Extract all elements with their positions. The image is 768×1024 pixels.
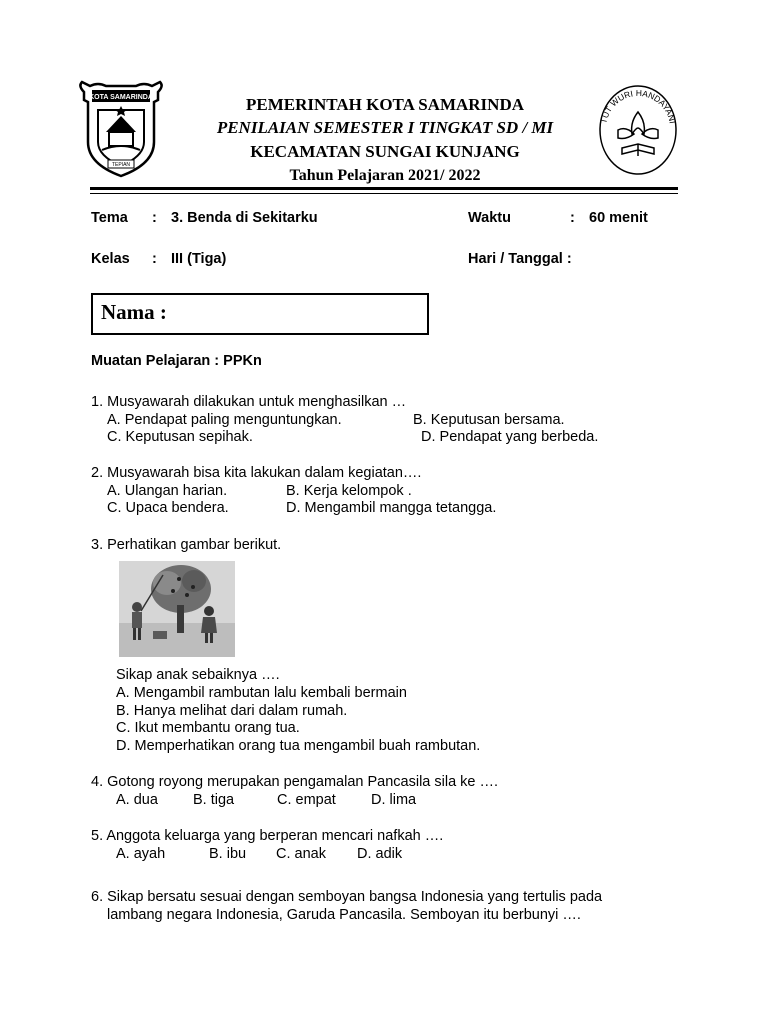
question-3: 3. Perhatikan gambar berikut. xyxy=(91,537,282,553)
q4-option-c: C. empat xyxy=(277,792,336,808)
q3-option-d: D. Memperhatikan orang tua mengambil buah rambutan. xyxy=(116,738,481,754)
question-2: 2. Musyawarah bisa kita lakukan dalam kegiatan…. xyxy=(91,465,422,481)
waktu-colon: : xyxy=(570,210,575,226)
nama-field[interactable] xyxy=(91,293,429,335)
q3-option-b: B. Hanya melihat dari dalam rumah. xyxy=(116,703,348,719)
waktu-value: 60 menit xyxy=(589,210,648,226)
q1-option-c: C. Keputusan sepihak. xyxy=(107,429,253,445)
q5-option-a: A. ayah xyxy=(116,846,166,862)
kota-samarinda-logo xyxy=(76,80,166,180)
question-6-continued: lambang negara Indonesia, Garuda Pancasila. Semboyan itu berbunyi …. xyxy=(107,907,581,923)
q2-option-d: D. Mengambil mangga tetangga. xyxy=(286,500,497,516)
tut-wuri-handayani-logo xyxy=(596,82,680,178)
q3-option-c: C. Ikut membantu orang tua. xyxy=(116,720,300,736)
header-exam-title: PENILAIAN SEMESTER I TINGKAT SD / MI xyxy=(216,118,554,137)
q1-option-d: D. Pendapat yang berbeda. xyxy=(421,429,599,445)
q4-option-d: D. lima xyxy=(371,792,417,808)
rambutan-tree-illustration xyxy=(119,561,235,657)
waktu-label: Waktu xyxy=(468,210,511,226)
kelas-label: Kelas xyxy=(91,251,130,267)
q3-option-a: A. Mengambil rambutan lalu kembali bermain xyxy=(116,685,407,701)
tema-label: Tema xyxy=(91,210,128,226)
nama-label: Nama : xyxy=(101,300,167,324)
logo-left-top-text: KOTA SAMARINDA xyxy=(89,94,153,101)
tema-value: 3. Benda di Sekitarku xyxy=(171,210,318,226)
question-4: 4. Gotong royong merupakan pengamalan Pancasila sila ke …. xyxy=(91,774,499,790)
q2-option-a: A. Ulangan harian. xyxy=(107,483,228,499)
header-government: PEMERINTAH KOTA SAMARINDA xyxy=(246,95,524,114)
q5-option-c: C. anak xyxy=(276,846,326,862)
header-school-year: Tahun Pelajaran 2021/ 2022 xyxy=(289,167,481,184)
subject-heading: Muatan Pelajaran : PPKn xyxy=(91,353,262,369)
q4-option-b: B. tiga xyxy=(193,792,235,808)
question-6: 6. Sikap bersatu sesuai dengan semboyan bangsa Indonesia yang tertulis pada xyxy=(91,889,603,905)
q1-option-b: B. Keputusan bersama. xyxy=(413,412,565,428)
header-district: KECAMATAN SUNGAI KUNJANG xyxy=(250,142,520,161)
q3-prompt: Sikap anak sebaiknya …. xyxy=(116,667,280,683)
q2-option-c: C. Upaca bendera. xyxy=(107,500,229,516)
q5-option-b: B. ibu xyxy=(209,846,247,862)
q2-option-b: B. Kerja kelompok . xyxy=(286,483,412,499)
q1-option-a: A. Pendapat paling menguntungkan. xyxy=(107,412,342,428)
header-rule-thin xyxy=(90,193,678,194)
hari-tanggal-label: Hari / Tanggal : xyxy=(468,251,572,267)
q5-option-d: D. adik xyxy=(357,846,403,862)
kelas-value: III (Tiga) xyxy=(171,251,227,267)
question-1: 1. Musyawarah dilakukan untuk menghasilkan … xyxy=(91,394,407,410)
tema-colon: : xyxy=(152,210,157,226)
logo-left-bottom-text: TEPIAN xyxy=(111,162,131,168)
q4-option-a: A. dua xyxy=(116,792,158,808)
kelas-colon: : xyxy=(152,251,157,267)
logo-right-text: TUT WURI HANDAYANI xyxy=(598,87,678,125)
question-5: 5. Anggota keluarga yang berperan mencari nafkah …. xyxy=(91,828,444,844)
header-rule-thick xyxy=(90,187,678,190)
